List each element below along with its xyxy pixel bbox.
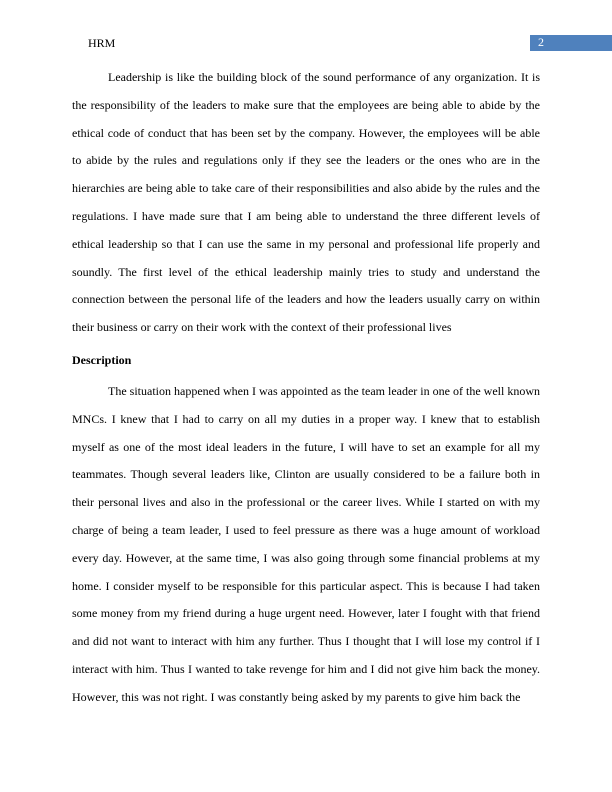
page-number-bar	[530, 35, 612, 51]
header-title: HRM	[88, 36, 116, 50]
page-number: 2	[538, 35, 544, 49]
document-body	[72, 64, 540, 712]
description-paragraph: The situation happened when I was appointed as the team leader in one of the well known MNCs. I knew that I had to carry on all my duties in a proper way. I knew that to establish myself as one of the most ideal leaders in the future, I will have to set an example for all my teammates. Though several leaders like, Clinton are usually considered to be a failure both in their personal lives and also in the professional or the career lives. While I started on with my charge of being a team leader, I used to feel pressure as there was a huge amount of workload every day. However, at the same time, I was also going through some financial problems at my home. I consider myself to be responsible for this particular aspect. This is because I had taken some money from my friend during a huge urgent need. However, later I fought with that friend and did not want to interact with him any further. Thus I thought that I will lose my control if I interact with him. Thus I wanted to take revenge for him and I did not give him back the money. However, this was not right. I was constantly being asked by my parents to give him back the	[72, 383, 540, 704]
intro-paragraph: Leadership is like the building block of the sound performance of any organization. It is the responsibility of the leaders to make sure that the employees are being able to abide by the ethical code of conduct that has been set by the company. However, the employees will be able to abide by the rules and regulations only if they see the leaders or the ones who are in the hierarchies are being able to take care of their responsibilities and also abide by the rules and the regulations. I have made sure that I am being able to understand the three different levels of ethical leadership so that I can use the same in my personal and professional life properly and soundly. The first level of the ethical leadership mainly tries to study and understand the connection between the personal life of the leaders and how the leaders usually carry on within their business or carry on their work with the context of their professional lives	[72, 70, 540, 335]
section-heading: Description	[72, 352, 132, 367]
